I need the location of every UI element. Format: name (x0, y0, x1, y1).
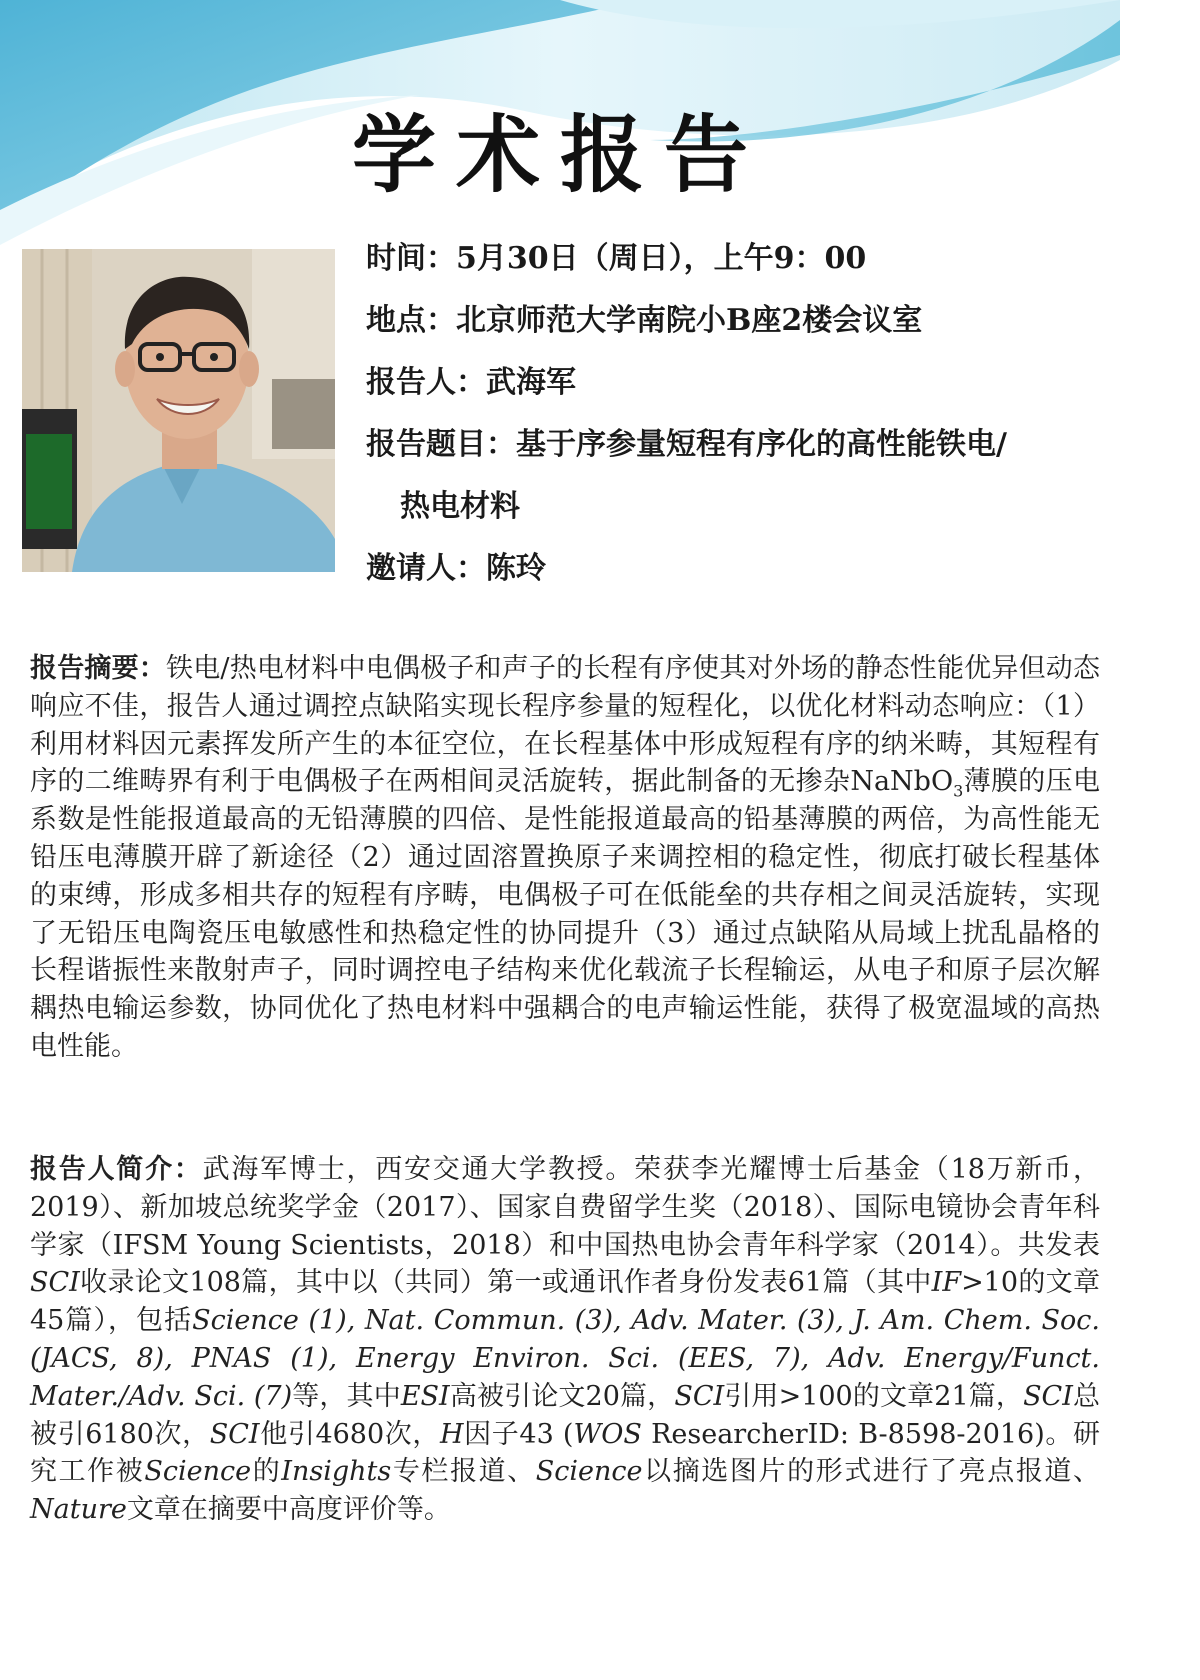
bio-text (30, 1154, 1100, 1525)
bio-segment: >10的文章45篇），包括 (30, 1267, 1101, 1337)
abstract-label: 报告摘要： (30, 653, 167, 684)
event-topic: 报告题目：基于序参量短程有序化的高性能铁电/ (366, 427, 1007, 462)
abstract-text-part1: 铁电/热电材料中电偶极子和声子的长程有序使其对外场的静态性能优异但动态响应不佳，报告人通过调控点缺陷实现长程序参量的短程化，以优化材料动态响应：（1）利用材料因元素挥发所产生的本征空位，在长程基体中形成短程有序的纳米畴，其短程有序的二维畴界有利于电偶极子在两相间灵活旋转，据此制备的无掺杂 (30, 653, 1100, 798)
bio-segment: 等，其中 (292, 1380, 401, 1412)
bio-segment: 以摘选图片的形式进行了亮点报道、 (642, 1456, 1101, 1488)
bio-italic-segment: SCI (30, 1267, 80, 1299)
bio-italic-segment: Insights (281, 1456, 392, 1488)
bio-segment: 文章在摘要中高度评价等。 (126, 1494, 451, 1526)
bio-italic-segment: Nature (30, 1494, 127, 1526)
bio-segment: 的 (251, 1456, 282, 1488)
bio-segment: 专栏报道、 (391, 1456, 536, 1488)
bio-segment: 他引4680次， (259, 1418, 440, 1450)
bio-segment: 收录论文108篇，其中以（共同）第一或通讯作者身份发表61篇（其中 (79, 1267, 932, 1299)
bio-label: 报告人简介： (30, 1154, 203, 1185)
bio-italic-segment: IF (931, 1267, 962, 1299)
bio-italic-segment: Science (1), Nat. Commun. (3), Adv. Mater. (3), J. Am. Chem. Soc. (JACS, 8), PNAS (1), Energy Environ. Sci. (EES, 7), Adv. Energy/Funct. Mater./Adv. Sci. (7) (30, 1305, 1101, 1412)
event-inviter: 邀请人：陈玲 (366, 551, 546, 586)
abstract-paragraph (30, 650, 1100, 1066)
event-info (366, 236, 1106, 608)
formula-subscript: 3 (953, 781, 964, 801)
bio-paragraph (30, 1151, 1100, 1529)
bio-italic-segment: H (440, 1418, 464, 1450)
event-time: 时间：5月30日（周日），上午9：00 (366, 241, 867, 276)
bio-italic-segment: SCI (209, 1418, 260, 1450)
bio-italic-segment: SCI (674, 1380, 725, 1412)
bio-segment: 高被引论文20篇， (449, 1380, 675, 1412)
formula-main: NaNbO (850, 766, 954, 798)
bio-segment: 引用>100的文章21篇， (724, 1380, 1024, 1412)
bio-italic-segment: Science (535, 1456, 643, 1488)
bio-italic-segment: WOS (573, 1418, 642, 1450)
bio-italic-segment: SCI (1023, 1380, 1073, 1412)
page-title: 学术报告 (351, 105, 768, 204)
bio-segment: 武海军博士，西安交通大学教授。荣获李光耀博士后基金（18万新币，2019）、新加坡总统奖学金（2017）、国家自费留学生奖（2018）、国际电镜协会青年科学家（IFSM Young Scientists，2018）和中国热电协会青年科学家（2014）。共发表 (30, 1154, 1100, 1261)
bio-italic-segment: ESI (400, 1380, 450, 1412)
event-speaker: 报告人：武海军 (366, 365, 576, 400)
bio-segment: 因子43 ( (463, 1418, 574, 1450)
bio-segment: ResearcherID: B-8598-2016)。研究工作被 (30, 1418, 1100, 1488)
bio-segment: 总被引6180次， (30, 1380, 1101, 1450)
event-topic-continued: 热电材料 (400, 489, 520, 524)
bio-italic-segment: Science (144, 1456, 252, 1488)
speaker-photo (22, 249, 335, 572)
abstract-text-part2: 薄膜的压电系数是性能报道最高的无铅薄膜的四倍、是性能报道最高的铅基薄膜的两倍，为高性能无铅压电薄膜开辟了新途径（2）通过固溶置换原子来调控相的稳定性，彻底打破长程基体的束缚，形成多相共存的短程有序畴，电偶极子可在低能垒的共存相之间灵活旋转，实现了无铅压电陶瓷压电敏感性和热稳定性的协同提升（3）通过点缺陷从局域上扰乱晶格的长程谐振性来散射声子，同时调控电子结构来优化载流子长程输运，从电子和原子层次解耦热电输运参数，协同优化了热电材料中强耦合的电声输运性能，获得了极宽温域的高热电性能。 (30, 766, 1100, 1062)
event-place: 地点：北京师范大学南院小B座2楼会议室 (366, 303, 923, 338)
